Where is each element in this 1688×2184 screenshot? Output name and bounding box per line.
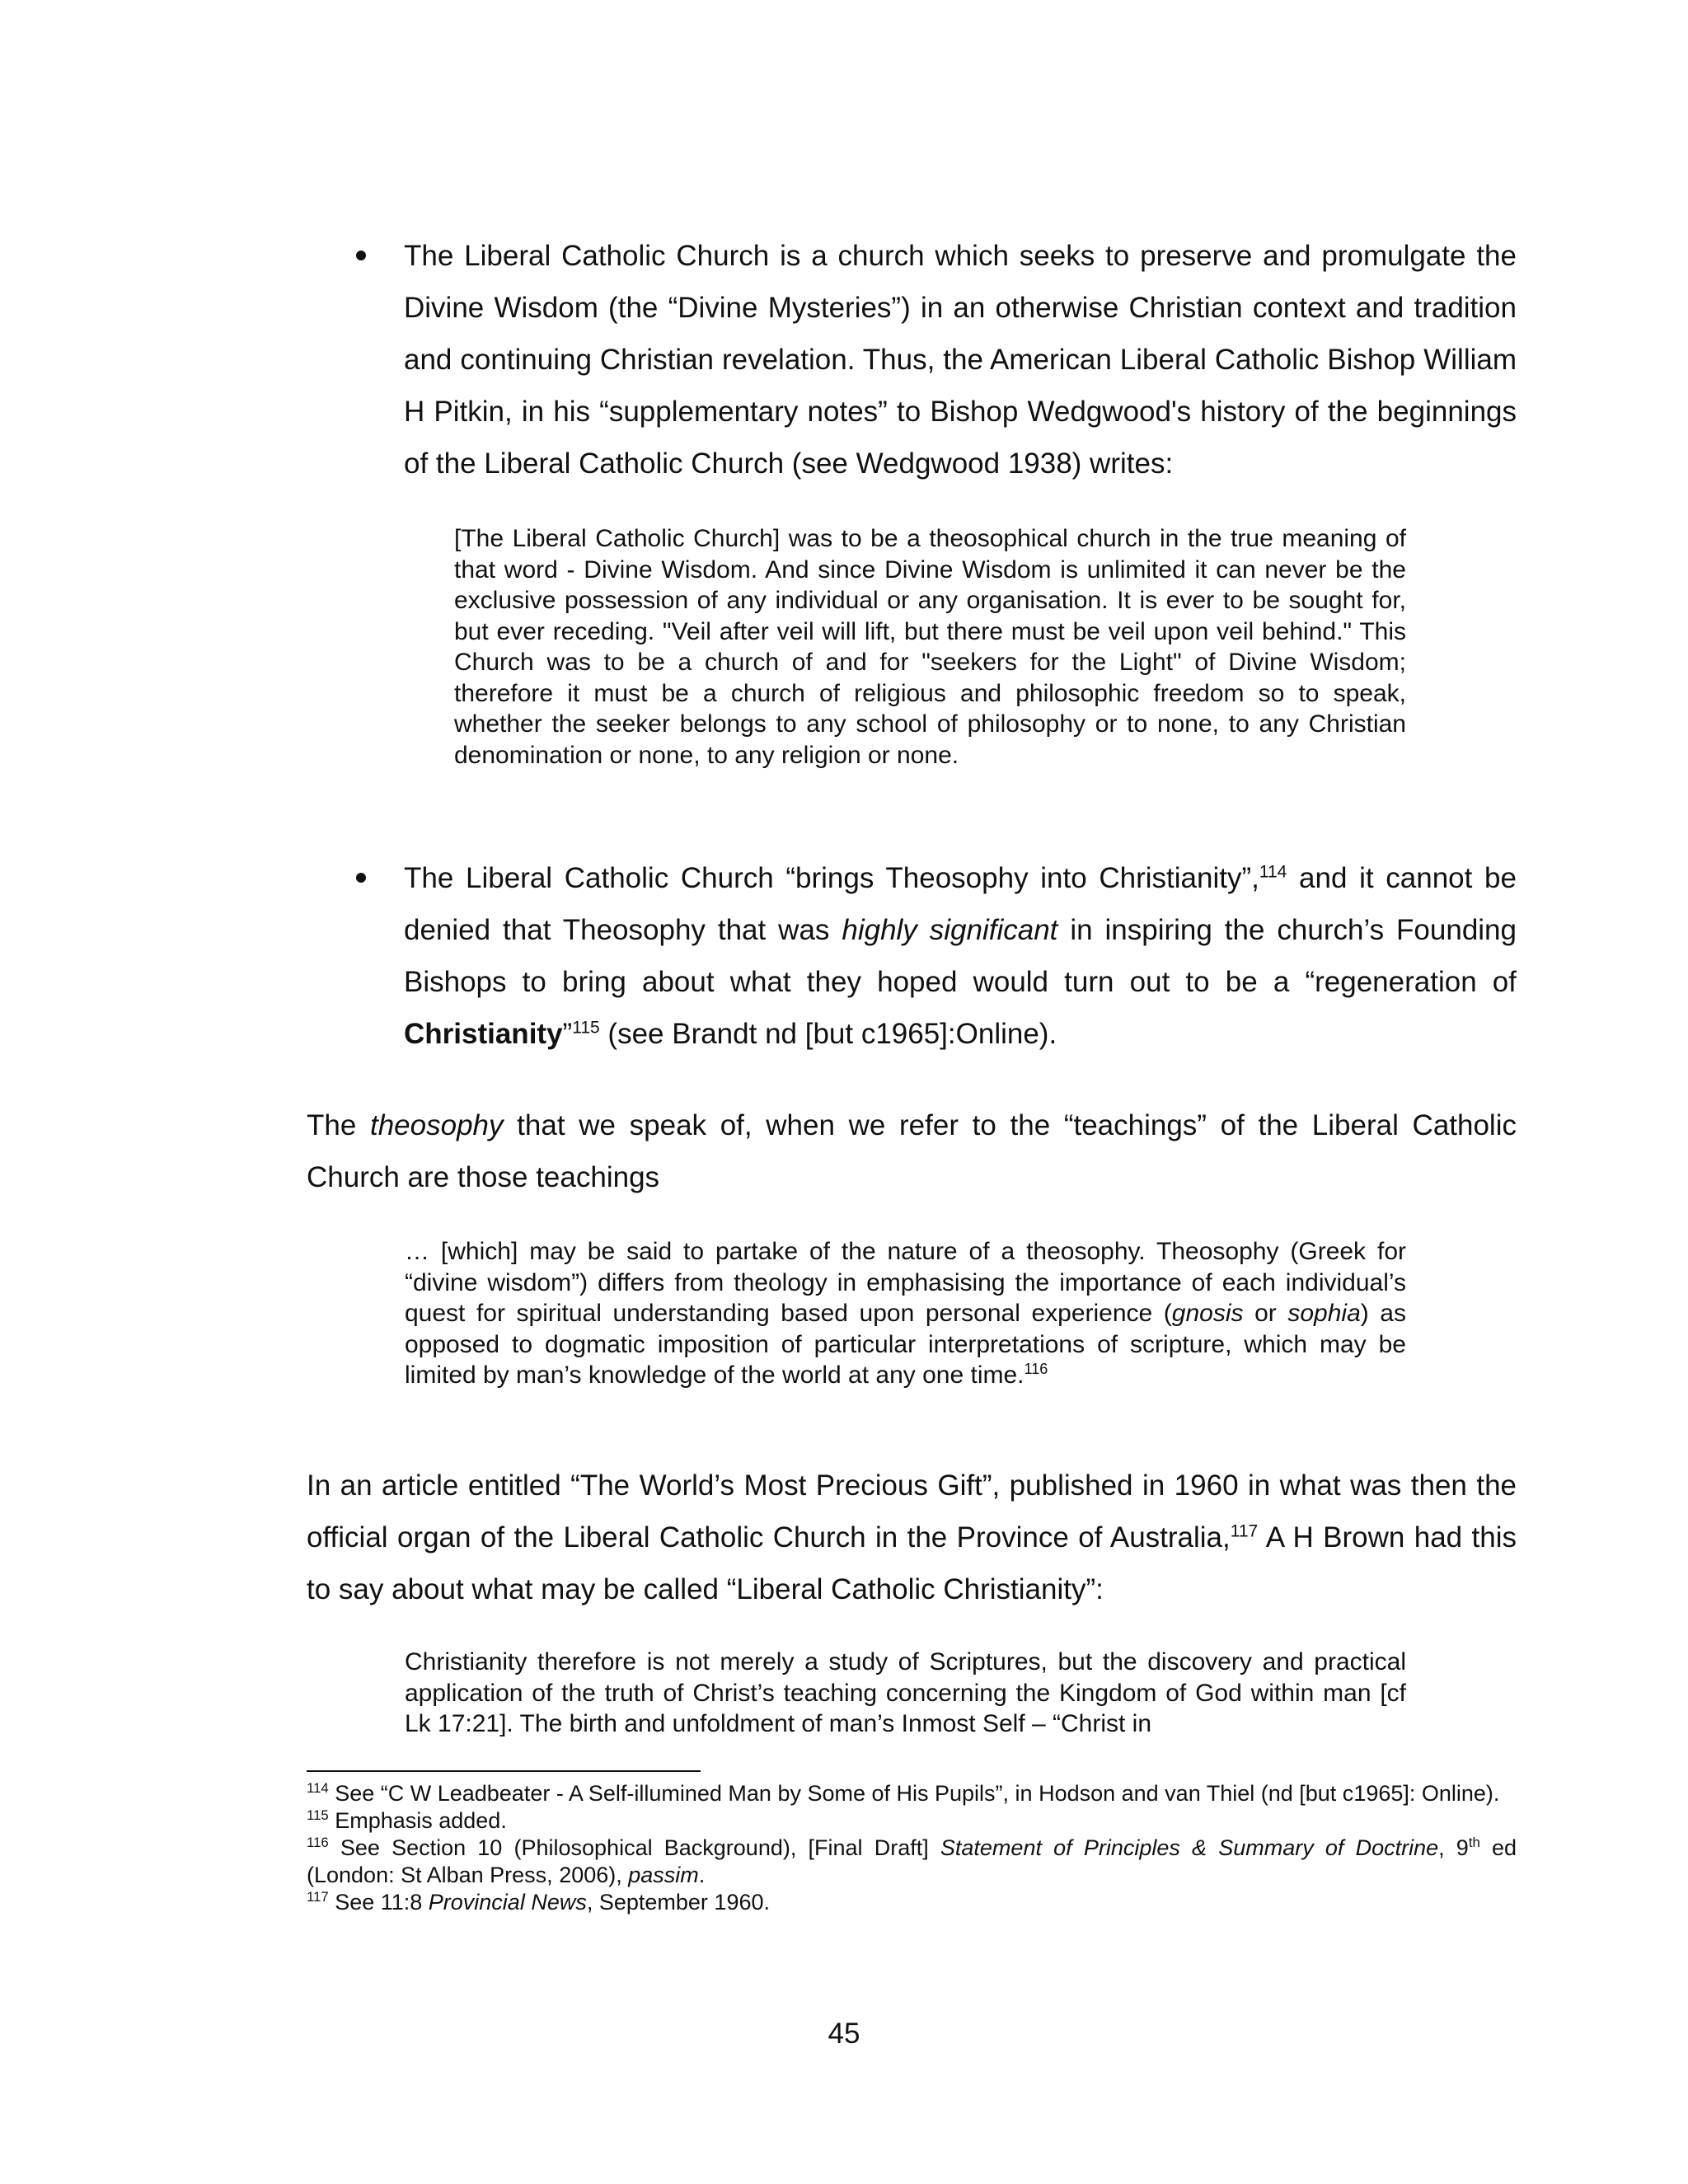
block-quote-2: … [which] may be said to partake of the nature of a theosophy. Theosophy (Greek for “divine wisdom”) differs from theology in emphasising the importance of each individual’s quest for spiritual understanding based upon personal experience (gnosis or sophia) as opposed to dogmatic imposition of particular interpretations of scripture, which may be limited by man’s knowledge of the world at any one time.$^{116}$ — [405, 1238, 1406, 1389]
bullet-item-2 — [356, 852, 1517, 1060]
footnote-115: $^{115}$ Emphasis added. — [307, 1807, 507, 1833]
bullet-item-1 — [356, 230, 1517, 490]
footnote-116: $^{116}$ See Section 10 (Philosophical Background), [Final Draft] Statement of Principles & Summary of Doctrine, 9th ed (London: St Alban Press, 2006), passim. — [307, 1835, 1517, 1887]
footnote-ref[interactable]: 114 — [1259, 862, 1287, 882]
footnote-117: $^{117}$ See 11:8 Provincial News, September 1960. — [307, 1889, 770, 1915]
block-quote-3: Christianity therefore is not merely a study of Scriptures, but the discovery and practical application of the truth of Christ’s teaching concerning the Kingdom of God within man [cf Lk 17:21]. The birth and unfoldment of man’s Inmost Self – “Christ in — [405, 1648, 1406, 1737]
page-number: 45 — [828, 2018, 860, 2050]
block-quote-1: [The Liberal Catholic Church] was to be a theosophical church in the true meaning of that word - Divine Wisdom. And since Divine Wisdom is unlimited it can never be the exclusive possession of any individual or any organisation. It is ever to be sought for, but ever receding. "Veil after veil will lift, but there must be veil upon veil behind." This Church was to be a church of and for "seekers for the Light" of Divine Wisdom; therefore it must be a church of religious and philosophic freedom so to speak, whether the seeker belongs to any school of philosophy or to none, to any Christian denomination or none, to any religion or none. — [454, 525, 1406, 769]
footnote-divider — [307, 1770, 701, 1772]
footnote-ref[interactable]: 117 — [1230, 1521, 1259, 1541]
bullet-text: The Liberal Catholic Church is a church which seeks to preserve and promulgate the Divine Wisdom (the “Divine Mysteries”) in an otherwise Christian context and tradition and continuing Christian revelation. Thus, the American Liberal Catholic Bishop William H Pitkin, in his “supplementary notes” to Bishop Wedgwood's history of the beginnings of the Liberal Catholic Church (see Wedgwood 1938) writes: — [404, 240, 1517, 480]
bold-text: Christianity — [404, 1018, 563, 1050]
footnote-ref[interactable]: 115 — [572, 1018, 600, 1038]
emphasis: highly significant — [842, 914, 1058, 946]
footnote-114: $^{114}$ See “C W Leadbeater - A Self-illumined Man by Some of His Pupils”, in Hodson and van Thiel (nd [but c1965]: Online). — [307, 1780, 1500, 1806]
body-paragraph-2: In an article entitled “The World’s Most Precious Gift”, published in 1960 in what was then the official organ of the Liberal Catholic Church in the Province of Australia,$^{117}$ A H Brown had this to say about what may be called “Liberal Catholic Christianity”: — [307, 1469, 1517, 1605]
bullet-text: The Liberal Catholic Church “brings Theosophy into Christianity”,$^{114}$ and it cannot be denied that Theosophy that was highly significant in inspiring the church’s Founding Bishops to bring about what they hoped would turn out to be a “regeneration of Christianity”$^{115}$ (see Brandt nd [but c1965]:Online). — [404, 862, 1517, 1050]
body-paragraph-1: The theosophy that we speak of, when we refer to the “teachings” of the Liberal Catholic Church are those teachings — [307, 1109, 1517, 1193]
bullet-icon — [356, 251, 366, 260]
footnotes — [307, 1780, 1517, 1916]
emphasis: theosophy — [369, 1109, 504, 1141]
bullet-icon — [356, 873, 366, 883]
footnote-ref[interactable]: 116 — [1024, 1361, 1048, 1377]
